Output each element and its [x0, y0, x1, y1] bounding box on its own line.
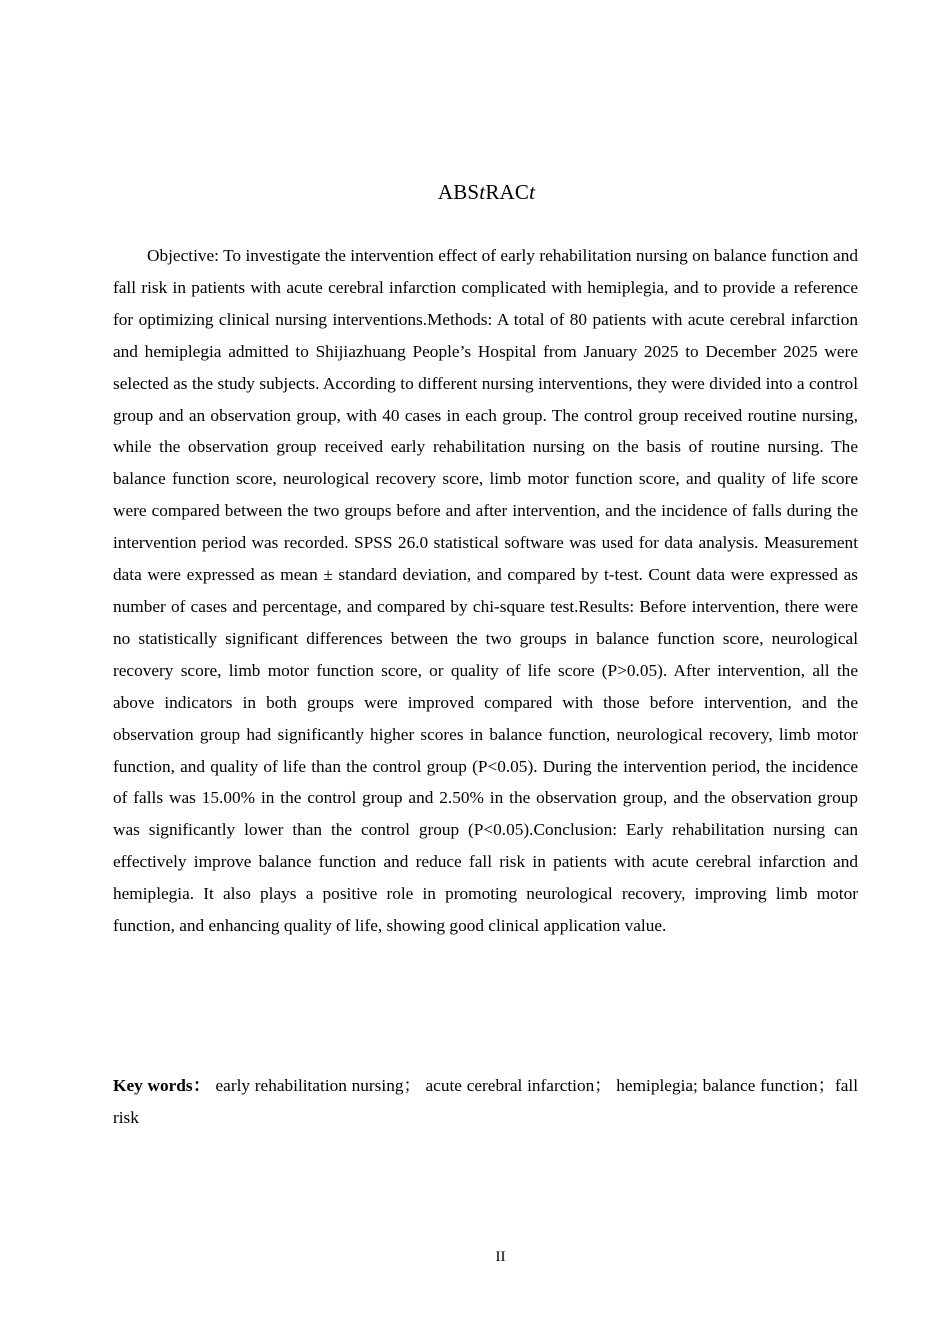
title-part-3: RAC — [485, 180, 530, 204]
keywords-label: Key words： — [113, 1076, 211, 1095]
title-part-4: t — [529, 180, 536, 204]
page-number: II — [495, 1249, 506, 1265]
abstract-body: Objective: To investigate the intervention effect of early rehabilitation nursing on balance function and fall risk in patients with acute cerebral infarction complicated with hemiplegia, and to provide a reference for optimizing clinical nursing interventions.Methods: A total of 80 patients with acute cerebral infarction and hemiplegia admitted to Shijiazhuang People’s Hospital from January 2025 to December 2025 were selected as the study subjects. According to different nursing interventions, they were divided into a control group and an observation group, with 40 cases in each group. The control group received routine nursing, while the observation group received early rehabilitation nursing on the basis of routine nursing. The balance function score, neurological recovery score, limb motor function score, and quality of life score were compared between the two groups before and after intervention, and the incidence of falls during the intervention period was recorded. SPSS 26.0 statistical software was used for data analysis. Measurement data were expressed as mean ± standard deviation, and compared by t-test. Count data were expressed as number of cases and percentage, and compared by chi-square test.Results: Before intervention, there were no statistically significant differences between the two groups in balance function score, neurological recovery score, limb motor function score, or quality of life score (P>0.05). After intervention, all the above indicators in both groups were improved compared with those before intervention, and the observation group had significantly higher scores in balance function, neurological recovery, limb motor function, and quality of life than the control group (P<0.05). During the intervention period, the incidence of falls was 15.00% in the control group and 2.50% in the observation group, and the observation group was significantly lower than the control group (P<0.05).Conclusion: Early rehabilitation nursing can effectively improve balance function and reduce fall risk in patients with acute cerebral infarction and hemiplegia. It also plays a positive role in promoting neurological recovery, improving limb motor function, and enhancing quality of life, showing good clinical application value. — [113, 246, 858, 936]
keywords-text: early rehabilitation nursing； acute cerebral infarction； hemiplegia; balance function；fall risk — [113, 1076, 859, 1127]
abstract-title — [0, 178, 950, 206]
title-part-1: ABS — [437, 180, 480, 204]
title-part-2: t — [479, 180, 486, 204]
keywords-line — [113, 1070, 858, 1134]
